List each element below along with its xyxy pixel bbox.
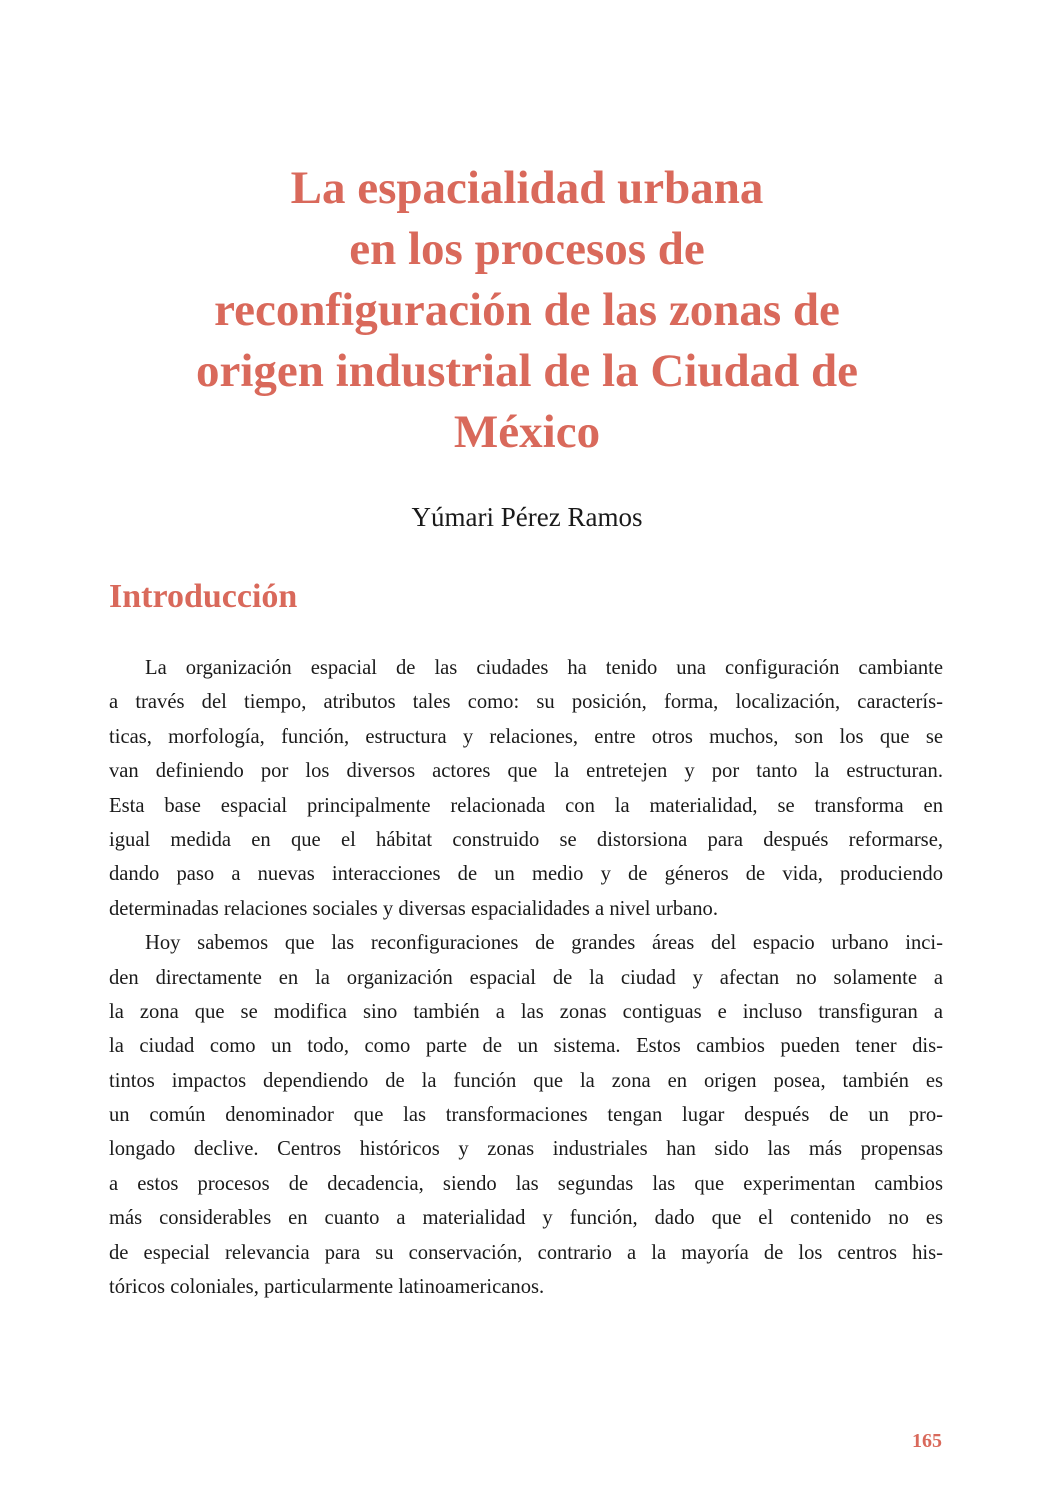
title-line: origen industrial de la Ciudad de: [195, 345, 859, 397]
text-line: tintos impactos dependiendo de la función que la zona en origen posea, también es: [109, 1069, 943, 1092]
text-line: Esta base espacial principalmente relacionada con la materialidad, se transforma en: [109, 794, 943, 817]
text-line: La organización espacial de las ciudades ha tenido una configuración cambiante: [145, 657, 943, 679]
text-line: la zona que se modifica sino también a las zonas contiguas e incluso transfiguran a: [109, 1000, 943, 1023]
title-line: La espacialidad urbana: [290, 162, 764, 214]
body-text: [109, 651, 943, 1304]
page-number: 165: [912, 1430, 942, 1452]
paragraph-1: [109, 651, 943, 926]
text-line: de especial relevancia para su conservación, contrario a la mayoría de los centros his-: [109, 1241, 943, 1264]
text-line: más considerables en cuanto a materialidad y función, dado que el contenido no es: [109, 1207, 943, 1230]
chapter-title: [100, 158, 954, 463]
title-line: México: [453, 406, 601, 458]
text-line: longado declive. Centros históricos y zonas industriales han sido las más propensas: [109, 1138, 943, 1161]
text-line: tóricos coloniales, particularmente latinoamericanos.: [109, 1276, 545, 1299]
section-heading: Introducción: [109, 578, 298, 615]
text-line: dando paso a nuevas interacciones de un medio y de géneros de vida, produciendo: [109, 863, 943, 886]
text-line: van definiendo por los diversos actores que la entretejen y por tanto la estructuran.: [109, 760, 943, 783]
text-line: den directamente en la organización espacial de la ciudad y afectan no solamente a: [109, 966, 943, 989]
text-line: a estos procesos de decadencia, siendo las segundas las que experimentan cambios: [109, 1172, 943, 1195]
text-line: ticas, morfología, función, estructura y relaciones, entre otros muchos, son los que se: [109, 725, 943, 748]
text-line: determinadas relaciones sociales y diversas espacialidades a nivel urbano.: [109, 897, 718, 920]
author-name: Yúmari Pérez Ramos: [411, 502, 643, 532]
text-line: igual medida en que el hábitat construido se distorsiona para después reformarse,: [109, 828, 943, 851]
text-line: Hoy sabemos que las reconfiguraciones de grandes áreas del espacio urbano inci-: [145, 932, 943, 955]
paragraph-2: [109, 926, 943, 1304]
text-line: a través del tiempo, atributos tales como: su posición, forma, localización, caracterís-: [109, 691, 943, 714]
title-line: en los procesos de: [349, 223, 705, 275]
title-line: reconfiguración de las zonas de: [214, 284, 840, 336]
text-line: un común denominador que las transformaciones tengan lugar después de un pro-: [109, 1104, 943, 1127]
text-line: la ciudad como un todo, como parte de un sistema. Estos cambios pueden tener dis-: [109, 1035, 943, 1058]
